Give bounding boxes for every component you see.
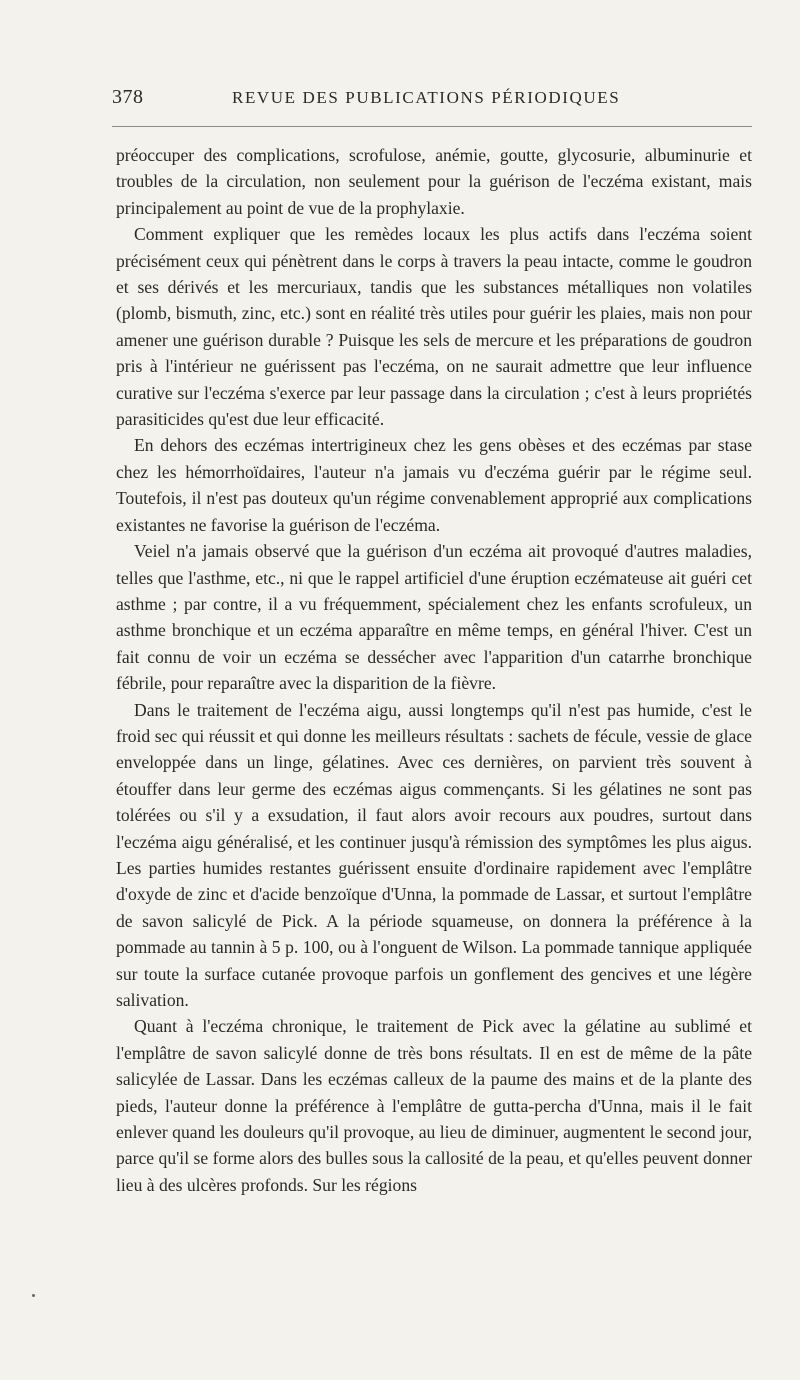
ink-speck [32,1294,35,1297]
body-text [116,142,752,1198]
header-rule [112,126,752,127]
paragraph: Dans le traitement de l'eczéma aigu, aussi longtemps qu'il n'est pas humide, c'est le froid sec qui réussit et qui donne les meilleurs résultats : sachets de fécule, vessie de glace enveloppée dans un linge, gélatines. Avec ces dernières, on parvient très souvent à étouffer dans leur germe des eczémas aigus commençants. Si les gélatines ne sont pas tolérées ou s'il y a exsudation, il faut alors avoir recours aux poudres, surtout dans l'eczéma aigu généralisé, et les continuer jusqu'à rémission des symptômes les plus aigus. Les parties humides restantes guérissent ensuite d'ordinaire rapidement avec l'emplâtre d'oxyde de zinc et d'acide benzoïque d'Unna, la pommade de Lassar, et surtout l'emplâtre de savon salicylé de Pick. A la période squameuse, on donnera la préférence à la pommade au tannin à 5 p. 100, ou à l'onguent de Wilson. La pommade tannique appliquée sur toute la surface cutanée provoque parfois un gonflement des gencives et une légère salivation. [116,699,752,1010]
paragraph: Comment expliquer que les remèdes locaux les plus actifs dans l'eczéma soient précisément ceux qui pénètrent dans le corps à travers la peau intacte, comme le goudron et ses dérivés et les mercuriaux, tandis que les substances métalliques non volatiles (plomb, bismuth, zinc, etc.) sont en réalité très utiles pour guérir les plaies, mais non pour amener une guérison durable ? Puisque les sels de mercure et les préparations de goudron pris à l'intérieur ne guérissent pas l'eczéma, on ne saurait admettre que leur influence curative sur l'eczéma s'exerce par leur passage dans la circulation ; c'est à leurs propriétés parasiticides qu'est due leur efficacité. [116,224,752,430]
paragraph-continuation: préoccuper des complications, scrofulose, anémie, goutte, glycosurie, albuminurie et troubles de la circulation, non seulement pour la guérison de l'eczéma existant, mais principalement au point de vue de la prophylaxie. [116,145,752,218]
page-header [112,86,752,116]
page-number: 378 [112,86,144,108]
paragraph: En dehors des eczémas intertrigineux chez les gens obèses et des eczémas par stase chez les hémorrhoïdaires, l'auteur n'a jamais vu d'eczéma guérir par le régime seul. Toutefois, il n'est pas douteux qu'un régime convenablement approprié aux complications existantes ne favorise la guérison de l'eczéma. [116,435,752,535]
paragraph: Quant à l'eczéma chronique, le traitement de Pick avec la gélatine au sublimé et l'emplâtre de savon salicylé donne de très bons résultats. Il en est de même de la pâte salicylée de Lassar. Dans les eczémas calleux de la paume des mains et de la plante des pieds, l'auteur donne la préférence à l'emplâtre de gutta-percha d'Unna, mais il le fait enlever quand les douleurs qu'il provoque, au lieu de diminuer, augmentent le second jour, parce qu'il se forme alors des bulles sous la callosité de la peau, et qu'elles peuvent donner lieu à des ulcères profonds. Sur les régions [116,1016,752,1195]
paragraph: Veiel n'a jamais observé que la guérison d'un eczéma ait provoqué d'autres maladies, telles que l'asthme, etc., ni que le rappel artificiel d'une éruption eczémateuse ait guéri cet asthme ; par contre, il a vu fréquemment, spécialement chez les enfants scrofuleux, un asthme bronchique et un eczéma apparaître en même temps, en général l'hiver. C'est un fait connu de voir un eczéma se dessécher avec l'apparition d'un catarrhe bronchique fébrile, pour reparaître avec la disparition de la fièvre. [116,541,752,694]
running-title: REVUE DES PUBLICATIONS PÉRIODIQUES [232,88,621,107]
